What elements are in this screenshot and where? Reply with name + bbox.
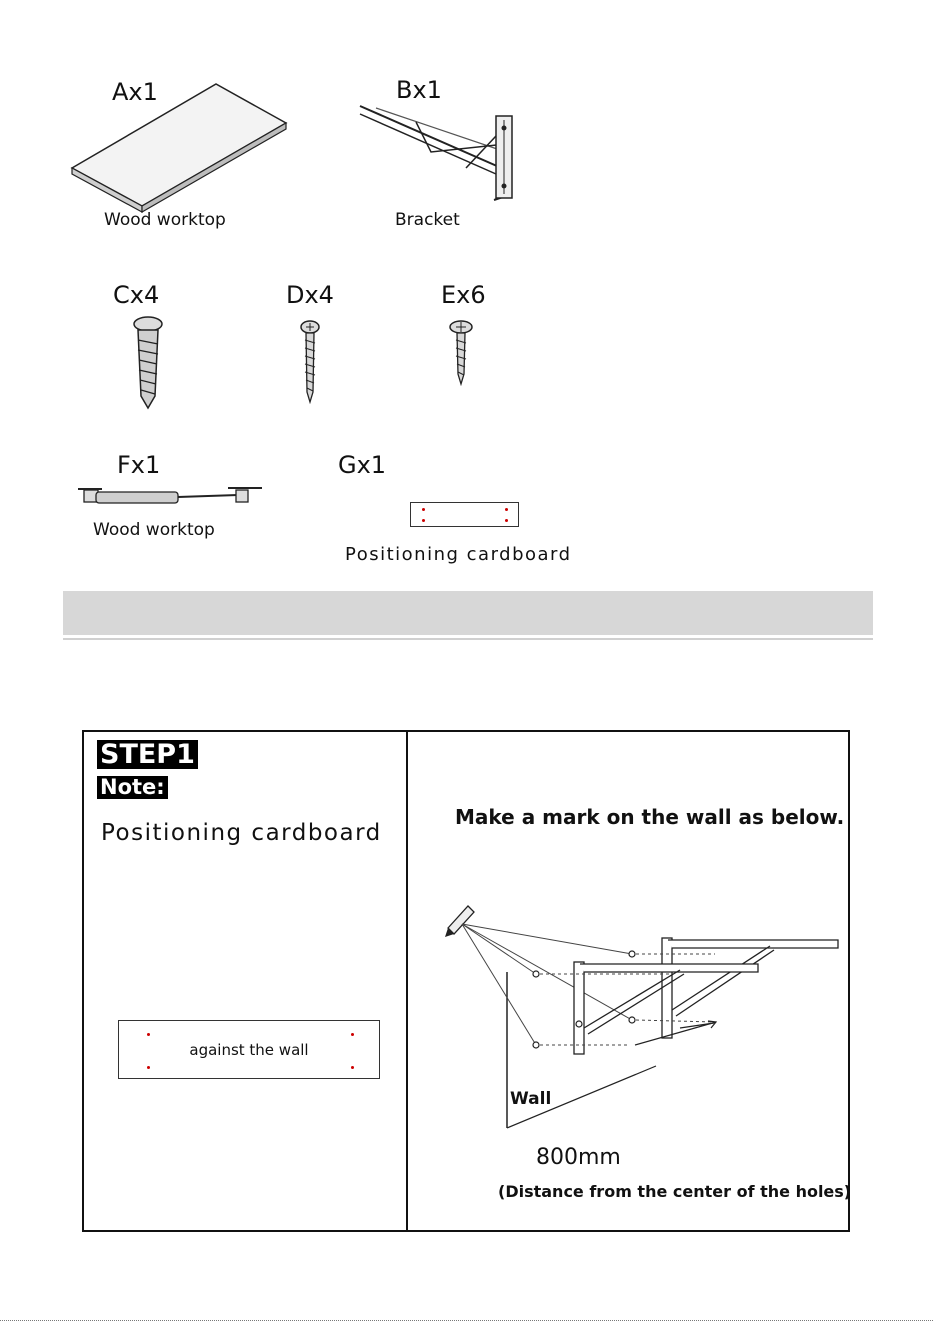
section-header-band <box>63 591 873 635</box>
long-screw-icon <box>298 320 322 404</box>
part-b-caption: Bracket <box>395 210 460 230</box>
page-bottom-edge <box>0 1320 933 1321</box>
distance-note: (Distance from the center of the holes) <box>498 1182 852 1201</box>
wall-label: Wall <box>510 1089 552 1109</box>
part-a-label: Ax1 <box>112 78 158 106</box>
note-label: Note: <box>97 776 168 799</box>
step-title: STEP1 <box>97 740 198 769</box>
part-d-label: Dx4 <box>286 281 334 309</box>
part-g-label: Gx1 <box>338 451 387 479</box>
positioning-cardboard-diagram <box>118 1020 380 1079</box>
section-divider <box>63 638 873 640</box>
short-screw-icon <box>448 320 474 386</box>
part-f-label: Fx1 <box>117 451 161 479</box>
left-heading: Positioning cardboard <box>101 820 382 846</box>
part-f-caption: Wood worktop <box>93 520 215 540</box>
part-e-label: Ex6 <box>441 281 486 309</box>
positioning-cardboard-thumbnail <box>410 502 519 527</box>
part-c-label: Cx4 <box>113 281 160 309</box>
wall-plug-icon <box>128 316 168 410</box>
step1-panel-divider <box>406 730 408 1232</box>
part-g-caption: Positioning cardboard <box>345 544 572 565</box>
part-a-caption: Wood worktop <box>104 210 226 230</box>
distance-value: 800mm <box>536 1145 621 1170</box>
worktop-illustration <box>66 78 291 213</box>
wall-marking-diagram <box>440 900 845 1132</box>
gas-strut-illustration <box>76 484 268 510</box>
pencil-icon <box>445 906 474 937</box>
card-text: against the wall <box>189 1041 309 1059</box>
part-b-label: Bx1 <box>396 76 442 104</box>
bracket-illustration <box>356 100 524 206</box>
instruction-text: Make a mark on the wall as below. <box>455 805 845 829</box>
